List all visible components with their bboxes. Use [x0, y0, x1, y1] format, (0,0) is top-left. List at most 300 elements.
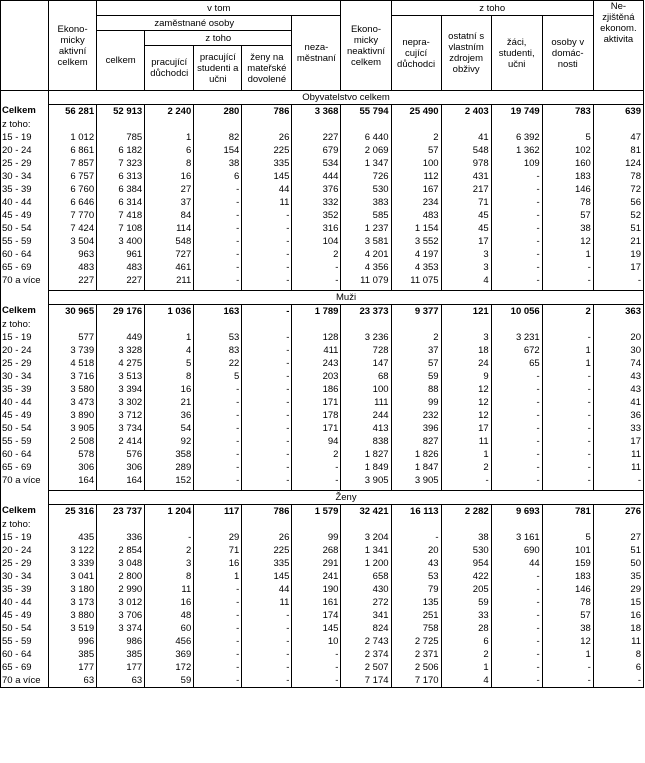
table-cell: 781: [542, 505, 593, 519]
table-row: [1, 157, 644, 170]
table-cell: 534: [292, 157, 341, 170]
header-nonworking-pensioners: nepra- cující důchodci: [391, 16, 441, 91]
table-cell: 145: [292, 622, 341, 635]
table-cell: 6: [145, 144, 194, 157]
table-cell: 11: [242, 196, 292, 209]
row-label: 35 - 39: [1, 583, 49, 596]
table-row: [1, 596, 644, 609]
row-label: 40 - 44: [1, 596, 49, 609]
table-cell: 483: [391, 209, 441, 222]
table-cell: -: [491, 609, 542, 622]
table-cell: 786: [242, 105, 292, 119]
table-cell: -: [242, 396, 292, 409]
table-cell: 17: [441, 422, 491, 435]
table-cell: -: [491, 635, 542, 648]
table-cell: 758: [391, 622, 441, 635]
table-cell: 4 518: [49, 357, 97, 370]
table-cell: -: [194, 396, 242, 409]
table-cell: -: [194, 474, 242, 487]
table-cell: 1 200: [341, 557, 391, 570]
table-cell: 2 282: [441, 505, 491, 519]
section-title: Ženy: [49, 491, 644, 505]
table-cell: 383: [341, 196, 391, 209]
table-cell: [441, 118, 491, 131]
table-row: [1, 248, 644, 261]
table-cell: 38: [441, 531, 491, 544]
table-cell: -: [242, 622, 292, 635]
table-cell: -: [194, 222, 242, 235]
table-cell: 16: [145, 383, 194, 396]
table-row: [1, 435, 644, 448]
table-cell: 8: [145, 570, 194, 583]
table-cell: 276: [593, 505, 643, 519]
table-cell: 12: [441, 396, 491, 409]
row-label: 45 - 49: [1, 609, 49, 622]
table-cell: 1: [194, 570, 242, 583]
table-cell: 41: [593, 396, 643, 409]
table-cell: 32 421: [341, 505, 391, 519]
table-cell: 71: [441, 196, 491, 209]
table-cell: 56: [593, 196, 643, 209]
table-cell: 205: [441, 583, 491, 596]
table-cell: 2 240: [145, 105, 194, 119]
table-cell: 244: [341, 409, 391, 422]
table-cell: [194, 518, 242, 531]
table-cell: -: [194, 461, 242, 474]
table-cell: 10: [292, 635, 341, 648]
table-cell: 1: [441, 448, 491, 461]
table-row: [1, 118, 644, 131]
table-cell: 483: [97, 261, 145, 274]
table-cell: -: [491, 170, 542, 183]
table-cell: 6: [194, 170, 242, 183]
table-cell: 2: [145, 544, 194, 557]
header-working-pensioners: pracující důchodci: [145, 46, 194, 91]
table-cell: -: [242, 383, 292, 396]
table-cell: -: [242, 474, 292, 487]
table-cell: -: [542, 409, 593, 422]
table-cell: 8: [145, 370, 194, 383]
table-cell: [97, 118, 145, 131]
table-cell: 6 384: [97, 183, 145, 196]
table-cell: 65: [491, 357, 542, 370]
table-cell: -: [441, 474, 491, 487]
table-cell: 102: [542, 144, 593, 157]
table-cell: 3 473: [49, 396, 97, 409]
row-label: 30 - 34: [1, 370, 49, 383]
table-cell: -: [292, 474, 341, 487]
table-cell: -: [194, 596, 242, 609]
table-row: [1, 222, 644, 235]
table-cell: 3 734: [97, 422, 145, 435]
table-cell: 17: [441, 235, 491, 248]
table-cell: 59: [441, 596, 491, 609]
table-cell: -: [145, 531, 194, 544]
header-maternity-leave: ženy na mateřské dovolené: [242, 46, 292, 91]
table-cell: 3 580: [49, 383, 97, 396]
table-cell: 6 440: [341, 131, 391, 144]
table-cell: 51: [593, 222, 643, 235]
table-cell: 548: [441, 144, 491, 157]
table-cell: 2 507: [341, 661, 391, 674]
table-cell: 63: [49, 674, 97, 688]
table-cell: -: [491, 474, 542, 487]
table-cell: 1 362: [491, 144, 542, 157]
table-row: [1, 305, 644, 319]
table-cell: -: [242, 235, 292, 248]
table-cell: 6 760: [49, 183, 97, 196]
table-cell: 3 716: [49, 370, 97, 383]
table-cell: 996: [49, 635, 97, 648]
table-cell: 3 394: [97, 383, 145, 396]
table-cell: 128: [292, 331, 341, 344]
table-cell: 44: [242, 183, 292, 196]
table-cell: 2: [441, 648, 491, 661]
table-cell: [593, 318, 643, 331]
table-cell: 2: [391, 131, 441, 144]
table-cell: -: [491, 422, 542, 435]
table-cell: -: [194, 422, 242, 435]
table-cell: 2 854: [97, 544, 145, 557]
table-cell: 7 170: [391, 674, 441, 688]
table-cell: [491, 518, 542, 531]
table-cell: 824: [341, 622, 391, 635]
table-cell: 100: [391, 157, 441, 170]
table-cell: 225: [242, 544, 292, 557]
table-cell: 26: [242, 531, 292, 544]
table-cell: 227: [49, 274, 97, 287]
table-cell: 41: [441, 131, 491, 144]
table-cell: -: [194, 622, 242, 635]
table-cell: 954: [441, 557, 491, 570]
table-cell: 44: [242, 583, 292, 596]
table-cell: 23 373: [341, 305, 391, 319]
table-cell: 6 314: [97, 196, 145, 209]
table-row: [1, 674, 644, 688]
table-cell: 11: [145, 583, 194, 596]
row-label: z toho:: [1, 318, 49, 331]
table-cell: -: [491, 235, 542, 248]
table-cell: -: [194, 383, 242, 396]
table-cell: 1 347: [341, 157, 391, 170]
table-cell: 55 794: [341, 105, 391, 119]
row-label: 55 - 59: [1, 635, 49, 648]
table-cell: 9: [441, 370, 491, 383]
table-cell: 117: [194, 505, 242, 519]
table-cell: [292, 318, 341, 331]
table-cell: 88: [391, 383, 441, 396]
table-cell: 18: [593, 622, 643, 635]
table-row: [1, 318, 644, 331]
table-cell: 352: [292, 209, 341, 222]
table-row: [1, 235, 644, 248]
table-cell: 3 552: [391, 235, 441, 248]
table-cell: -: [242, 305, 292, 319]
row-label: 30 - 34: [1, 170, 49, 183]
table-cell: 3 905: [391, 474, 441, 487]
table-cell: 16 113: [391, 505, 441, 519]
table-cell: -: [242, 674, 292, 688]
table-cell: 29 176: [97, 305, 145, 319]
row-label: 20 - 24: [1, 144, 49, 157]
row-label: 65 - 69: [1, 261, 49, 274]
table-cell: 50: [593, 557, 643, 570]
table-cell: -: [491, 622, 542, 635]
table-cell: 232: [391, 409, 441, 422]
table-cell: [542, 518, 593, 531]
table-cell: 145: [242, 170, 292, 183]
table-cell: -: [242, 209, 292, 222]
table-cell: -: [491, 409, 542, 422]
table-cell: 177: [49, 661, 97, 674]
table-cell: 186: [292, 383, 341, 396]
table-cell: 4 275: [97, 357, 145, 370]
table-cell: 38: [542, 622, 593, 635]
header-working-students: pracující studenti a učni: [194, 46, 242, 91]
table-cell: 2 371: [391, 648, 441, 661]
table-cell: 43: [593, 383, 643, 396]
row-label: 25 - 29: [1, 357, 49, 370]
table-cell: 1 847: [391, 461, 441, 474]
table-cell: -: [491, 261, 542, 274]
table-cell: 11: [593, 461, 643, 474]
table-cell: 21: [145, 396, 194, 409]
table-row: [1, 518, 644, 531]
table-cell: 376: [292, 183, 341, 196]
table-cell: 172: [145, 661, 194, 674]
table-cell: 17: [593, 435, 643, 448]
table-cell: 4 356: [341, 261, 391, 274]
table-cell: 3 905: [341, 474, 391, 487]
table-cell: [145, 118, 194, 131]
table-cell: -: [242, 635, 292, 648]
table-cell: 52: [593, 209, 643, 222]
table-cell: 21: [593, 235, 643, 248]
table-cell: 10 056: [491, 305, 542, 319]
table-row: [1, 544, 644, 557]
table-row: [1, 661, 644, 674]
table-cell: 7 418: [97, 209, 145, 222]
table-cell: [391, 518, 441, 531]
table-cell: 23 737: [97, 505, 145, 519]
table-cell: 57: [542, 609, 593, 622]
table-cell: 1 849: [341, 461, 391, 474]
table-cell: 227: [292, 131, 341, 144]
table-cell: 53: [391, 570, 441, 583]
table-row: [1, 622, 644, 635]
section-title: Obyvatelstvo celkem: [49, 91, 644, 105]
table-row: [1, 331, 644, 344]
table-cell: -: [242, 344, 292, 357]
table-cell: 160: [542, 157, 593, 170]
table-cell: 146: [542, 183, 593, 196]
table-cell: 164: [97, 474, 145, 487]
table-cell: 82: [194, 131, 242, 144]
table-cell: 639: [593, 105, 643, 119]
table-cell: -: [242, 461, 292, 474]
table-cell: 99: [391, 396, 441, 409]
table-cell: 3: [441, 248, 491, 261]
table-cell: 3 236: [341, 331, 391, 344]
table-cell: -: [194, 648, 242, 661]
table-cell: -: [242, 370, 292, 383]
table-cell: 2: [542, 305, 593, 319]
table-cell: 57: [542, 209, 593, 222]
table-cell: 48: [145, 609, 194, 622]
table-cell: 3 339: [49, 557, 97, 570]
table-cell: 444: [292, 170, 341, 183]
table-cell: 25 490: [391, 105, 441, 119]
table-cell: 16: [145, 596, 194, 609]
table-row: [1, 209, 644, 222]
table-cell: 3: [441, 261, 491, 274]
table-cell: -: [491, 370, 542, 383]
table-cell: 25 316: [49, 505, 97, 519]
table-cell: [49, 318, 97, 331]
row-label: 60 - 64: [1, 448, 49, 461]
table-cell: 27: [593, 531, 643, 544]
table-row: [1, 170, 644, 183]
row-label: 65 - 69: [1, 661, 49, 674]
table-cell: -: [242, 648, 292, 661]
table-cell: 1 154: [391, 222, 441, 235]
table-cell: 171: [292, 422, 341, 435]
table-cell: 3 880: [49, 609, 97, 622]
table-cell: 101: [542, 544, 593, 557]
table-cell: -: [491, 674, 542, 688]
table-cell: -: [542, 474, 593, 487]
table-cell: 30 965: [49, 305, 97, 319]
table-cell: 1: [145, 131, 194, 144]
row-label: 35 - 39: [1, 383, 49, 396]
table-cell: 5: [145, 357, 194, 370]
table-cell: 577: [49, 331, 97, 344]
table-cell: 1: [145, 331, 194, 344]
table-row: [1, 274, 644, 287]
table-cell: 838: [341, 435, 391, 448]
table-cell: 2 374: [341, 648, 391, 661]
table-cell: 3 504: [49, 235, 97, 248]
table-cell: 986: [97, 635, 145, 648]
header-inactive-total: Ekono- micky neaktivní celkem: [341, 1, 391, 91]
table-cell: 241: [292, 570, 341, 583]
table-cell: 15: [593, 596, 643, 609]
table-cell: 51: [593, 544, 643, 557]
header-other-own-income: ostatní s vlastním zdrojem obživy: [441, 16, 491, 91]
table-cell: 135: [391, 596, 441, 609]
table-cell: 217: [441, 183, 491, 196]
row-label: 50 - 54: [1, 422, 49, 435]
table-cell: 827: [391, 435, 441, 448]
table-cell: 6: [441, 635, 491, 648]
table-cell: -: [242, 357, 292, 370]
table-cell: 3 513: [97, 370, 145, 383]
table-row: [1, 474, 644, 487]
table-cell: 60: [145, 622, 194, 635]
table-cell: -: [292, 261, 341, 274]
table-cell: 7 770: [49, 209, 97, 222]
table-cell: 385: [49, 648, 97, 661]
table-cell: 2 069: [341, 144, 391, 157]
table-cell: 45: [441, 222, 491, 235]
table-row: [1, 635, 644, 648]
table-cell: 83: [194, 344, 242, 357]
table-cell: 8: [593, 648, 643, 661]
table-cell: 211: [145, 274, 194, 287]
table-cell: -: [194, 661, 242, 674]
table-cell: 3 706: [97, 609, 145, 622]
table-cell: 11: [441, 435, 491, 448]
table-cell: 3 302: [97, 396, 145, 409]
table-cell: 3 890: [49, 409, 97, 422]
table-cell: 2 725: [391, 635, 441, 648]
table-row: [1, 531, 644, 544]
table-row: [1, 383, 644, 396]
table-cell: 16: [194, 557, 242, 570]
table-cell: 3 041: [49, 570, 97, 583]
table-cell: 9 693: [491, 505, 542, 519]
row-label: 15 - 19: [1, 531, 49, 544]
table-cell: 22: [194, 357, 242, 370]
table-cell: 1: [542, 248, 593, 261]
table-cell: 4 197: [391, 248, 441, 261]
table-cell: -: [491, 435, 542, 448]
table-cell: -: [242, 222, 292, 235]
table-cell: -: [292, 674, 341, 688]
table-row: [1, 370, 644, 383]
table-cell: -: [242, 422, 292, 435]
table-cell: -: [542, 274, 593, 287]
table-cell: -: [391, 531, 441, 544]
table-cell: 1: [441, 661, 491, 674]
table-cell: -: [292, 274, 341, 287]
row-label: 40 - 44: [1, 396, 49, 409]
table-cell: 679: [292, 144, 341, 157]
table-cell: 978: [441, 157, 491, 170]
table-cell: [194, 318, 242, 331]
table-cell: 3 519: [49, 622, 97, 635]
header-active-total: Ekono- micky aktivní celkem: [49, 1, 97, 91]
table-cell: 3 161: [491, 531, 542, 544]
table-cell: 12: [542, 235, 593, 248]
table-cell: -: [542, 435, 593, 448]
table-cell: [49, 118, 97, 131]
row-label: 60 - 64: [1, 248, 49, 261]
table-cell: 2 508: [49, 435, 97, 448]
table-row: [1, 570, 644, 583]
table-cell: 3: [441, 331, 491, 344]
table-cell: 11: [593, 448, 643, 461]
table-cell: 36: [593, 409, 643, 422]
table-cell: 411: [292, 344, 341, 357]
table-cell: 38: [542, 222, 593, 235]
table-cell: 19 749: [491, 105, 542, 119]
table-cell: 585: [341, 209, 391, 222]
table-cell: -: [593, 674, 643, 688]
table-cell: -: [491, 222, 542, 235]
table-cell: 335: [242, 157, 292, 170]
table-cell: 6: [593, 661, 643, 674]
table-cell: 690: [491, 544, 542, 557]
table-cell: -: [491, 248, 542, 261]
table-cell: -: [242, 435, 292, 448]
table-cell: 178: [292, 409, 341, 422]
table-cell: 461: [145, 261, 194, 274]
table-cell: -: [491, 196, 542, 209]
table-cell: [491, 118, 542, 131]
table-cell: -: [542, 661, 593, 674]
table-cell: 3 400: [97, 235, 145, 248]
